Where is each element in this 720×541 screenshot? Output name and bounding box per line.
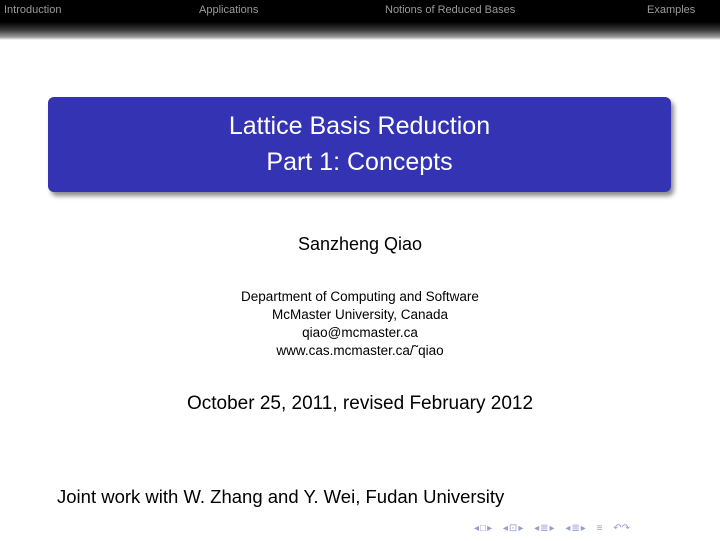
department: Department of Computing and Software <box>241 289 479 304</box>
nav-section-applications[interactable]: Applications <box>199 4 259 16</box>
arrow-left-icon[interactable]: ◂ <box>502 523 508 534</box>
author-name: Sanzheng Qiao <box>297 234 423 254</box>
title-box <box>48 97 671 192</box>
section-icon[interactable]: ≣ <box>571 523 580 534</box>
arrow-left-icon[interactable]: ◂ <box>565 523 571 534</box>
arrow-right-icon[interactable]: ▸ <box>487 523 493 534</box>
nav-section-introduction[interactable]: Introduction <box>4 4 62 16</box>
beamer-navigation-controls <box>474 522 714 536</box>
nav-section-examples[interactable]: Examples <box>647 4 696 16</box>
arrow-right-icon[interactable]: ▸ <box>549 523 555 534</box>
arrow-right-icon[interactable]: ▸ <box>518 523 524 534</box>
arrow-right-icon[interactable]: ▸ <box>580 523 586 534</box>
website: www.cas.mcmaster.ca/˜qiao <box>276 343 444 358</box>
joint-work-note: Joint work with W. Zhang and Y. Wei, Fudan University <box>57 486 505 507</box>
nav-section-notions-of-reduced-bases[interactable]: Notions of Reduced Bases <box>385 4 516 16</box>
arrow-left-icon[interactable]: ◂ <box>534 523 540 534</box>
presentation-date: October 25, 2011, revised February 2012 <box>186 393 534 414</box>
presentation-subtitle: Part 1: Concepts <box>266 148 453 176</box>
arrow-left-icon[interactable]: ◂ <box>474 523 480 534</box>
align-icon[interactable]: ≡ <box>596 523 603 534</box>
subsection-icon[interactable]: ⊡ <box>508 523 518 534</box>
presentation-title: Lattice Basis Reduction <box>228 112 491 140</box>
university: McMaster University, Canada <box>271 307 449 322</box>
frame-icon[interactable]: □ <box>480 523 487 534</box>
email: qiao@mcmaster.ca <box>302 325 418 340</box>
navigation-bar <box>0 0 720 40</box>
search-icon[interactable]: ↶↷ <box>613 523 630 534</box>
section-icon[interactable]: ≣ <box>540 523 549 534</box>
